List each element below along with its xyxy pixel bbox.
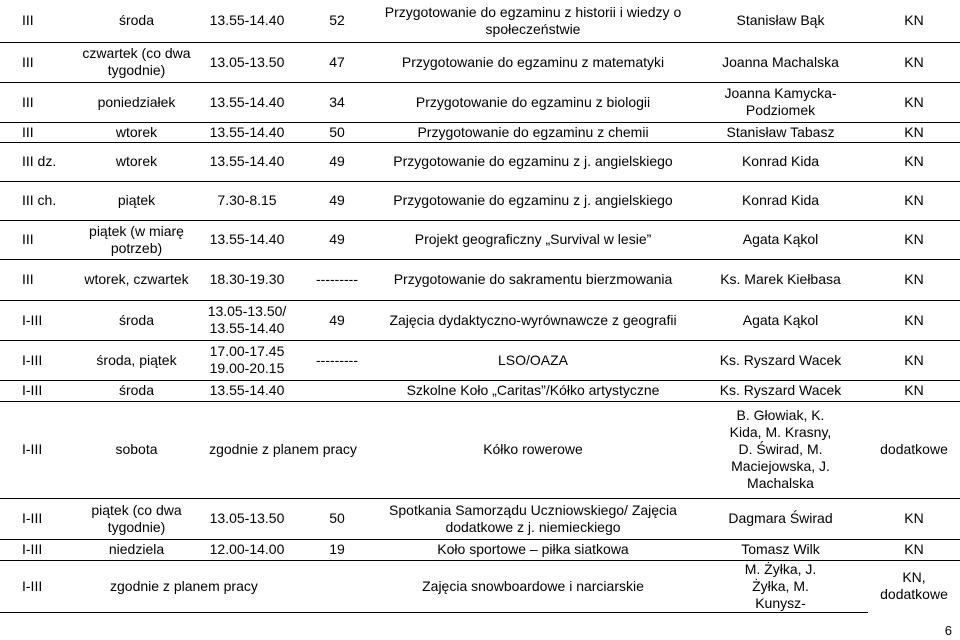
- title-cell: Przygotowanie do egzaminu z historii i wiedzy o społeczeństwie: [373, 0, 693, 42]
- day-cell: sobota: [80, 401, 193, 498]
- table-row: [0, 82, 960, 122]
- title-cell: Zajęcia snowboardowe i narciarskie: [373, 560, 693, 612]
- teacher-cell: Ks. Marek Kiełbasa: [693, 259, 868, 300]
- room-cell: ---------: [301, 259, 373, 300]
- day-cell: wtorek: [80, 142, 193, 181]
- room-cell: 34: [301, 82, 373, 122]
- time-cell: 17.00-17.45 19.00-20.15: [193, 340, 301, 380]
- class-cell: III dz.: [0, 142, 80, 181]
- teacher-cell: Joanna Machalska: [693, 42, 868, 82]
- teacher-cell: Agata Kąkol: [693, 220, 868, 259]
- title-cell: Przygotowanie do egzaminu z chemii: [373, 122, 693, 142]
- table-row: [0, 142, 960, 181]
- table-row: [0, 42, 960, 82]
- code-cell: dodatkowe: [868, 401, 960, 498]
- class-cell: I-III: [0, 401, 80, 498]
- class-cell: I-III: [0, 539, 80, 560]
- teacher-cell: B. Głowiak, K. Kida, M. Krasny, D. Świrad, M. Maciejowska, J. Machalska: [693, 401, 868, 498]
- day-cell: niedziela: [80, 539, 193, 560]
- table-row: [0, 498, 960, 539]
- code-cell: KN: [868, 300, 960, 340]
- room-cell: 49: [301, 142, 373, 181]
- room-cell: [301, 380, 373, 401]
- title-cell: Koło sportowe – piłka siatkowa: [373, 539, 693, 560]
- teacher-cell: Ks. Ryszard Wacek: [693, 340, 868, 380]
- day-cell: środa, piątek: [80, 340, 193, 380]
- room-cell: 49: [301, 300, 373, 340]
- time-cell: 13.05-13.50: [193, 42, 301, 82]
- room-cell: 19: [301, 539, 373, 560]
- code-cell: KN, dodatkowe: [880, 569, 948, 603]
- teacher-cell: M. Żyłka, J. Żyłka, M. Kunysz-: [693, 560, 868, 612]
- class-cell: III: [0, 259, 80, 300]
- title-cell: Przygotowanie do egzaminu z matematyki: [373, 42, 693, 82]
- time-cell: 13.05-13.50: [193, 498, 301, 539]
- table-row: [0, 259, 960, 300]
- table-row: [0, 401, 960, 498]
- time-cell: 7.30-8.15: [193, 181, 301, 220]
- class-cell: I-III: [0, 340, 80, 380]
- code-cell: KN: [868, 82, 960, 122]
- day-cell: piątek (co dwa tygodnie): [80, 498, 193, 539]
- teacher-cell: Stanisław Bąk: [693, 0, 868, 42]
- code-cell: KN: [868, 259, 960, 300]
- time-cell: 13.05-13.50/ 13.55-14.40: [193, 300, 301, 340]
- teacher-cell: Konrad Kida: [693, 142, 868, 181]
- teacher-cell: Agata Kąkol: [693, 300, 868, 340]
- time-cell: 13.55-14.40: [193, 220, 301, 259]
- page-number: 6: [944, 623, 952, 638]
- time-cell: 13.55-14.40: [193, 0, 301, 42]
- teacher-cell: Tomasz Wilk: [693, 539, 868, 560]
- table-row: [0, 220, 960, 259]
- code-cell: KN: [868, 498, 960, 539]
- time-cell: 13.55-14.40: [193, 122, 301, 142]
- teacher-cell: Dagmara Świrad: [693, 498, 868, 539]
- title-cell: Spotkania Samorządu Uczniowskiego/ Zajęcia dodatkowe z j. niemieckiego: [373, 498, 693, 539]
- class-cell: I-III: [0, 498, 80, 539]
- table-row: [0, 539, 960, 560]
- code-cell: KN: [868, 0, 960, 42]
- teacher-cell: Konrad Kida: [693, 181, 868, 220]
- day-cell: czwartek (co dwa tygodnie): [80, 42, 193, 82]
- time-cell: 13.55-14.40: [193, 82, 301, 122]
- code-cell: KN: [868, 539, 960, 560]
- room-cell: ---------: [301, 340, 373, 380]
- time-cell: 13.55-14.40: [193, 142, 301, 181]
- day-cell: wtorek: [80, 122, 193, 142]
- code-cell: KN: [868, 142, 960, 181]
- day-cell: środa: [80, 0, 193, 42]
- table-row: [0, 181, 960, 220]
- time-cell: zgodnie z planem pracy: [193, 401, 373, 498]
- table-row: [0, 380, 960, 401]
- title-cell: Przygotowanie do sakramentu bierzmowania: [373, 259, 693, 300]
- teacher-cell: Stanisław Tabasz: [693, 122, 868, 142]
- teacher-cell: Joanna Kamycka-Podziomek: [693, 82, 868, 122]
- table-row: [0, 122, 960, 142]
- title-cell: Przygotowanie do egzaminu z j. angielskiego: [373, 181, 693, 220]
- class-cell: III: [0, 82, 80, 122]
- room-cell: 50: [301, 498, 373, 539]
- code-cell: KN: [868, 122, 960, 142]
- code-cell: KN: [868, 340, 960, 380]
- class-cell: III: [0, 122, 80, 142]
- title-cell: Zajęcia dydaktyczno-wyrównawcze z geografii: [373, 300, 693, 340]
- room-cell: 49: [301, 220, 373, 259]
- title-cell: Przygotowanie do egzaminu z biologii: [373, 82, 693, 122]
- code-cell: KN: [868, 220, 960, 259]
- day-cell: piątek: [80, 181, 193, 220]
- room-cell: 52: [301, 0, 373, 42]
- day-cell: zgodnie z planem pracy: [80, 560, 373, 612]
- class-cell: III ch.: [0, 181, 80, 220]
- class-cell: III: [0, 0, 80, 42]
- room-cell: 49: [301, 181, 373, 220]
- day-cell: środa: [80, 300, 193, 340]
- title-cell: LSO/OAZA: [373, 340, 693, 380]
- day-cell: poniedziałek: [80, 82, 193, 122]
- title-cell: Szkolne Koło „Caritas”/Kółko artystyczne: [373, 380, 693, 401]
- table-row: [0, 340, 960, 380]
- time-cell: 12.00-14.00: [193, 539, 301, 560]
- title-cell: Kółko rowerowe: [373, 401, 693, 498]
- teacher-cell: Ks. Ryszard Wacek: [693, 380, 868, 401]
- room-cell: 50: [301, 122, 373, 142]
- class-cell: III: [0, 42, 80, 82]
- time-cell: 13.55-14.40: [193, 380, 301, 401]
- code-cell: KN: [868, 42, 960, 82]
- class-cell: III: [0, 220, 80, 259]
- day-cell: środa: [80, 380, 193, 401]
- class-cell: I-III: [0, 380, 80, 401]
- table-row: [0, 300, 960, 340]
- table-row: [0, 560, 960, 612]
- title-cell: Przygotowanie do egzaminu z j. angielskiego: [373, 142, 693, 181]
- class-cell: I-III: [0, 300, 80, 340]
- table-row: [0, 0, 960, 42]
- room-cell: 47: [301, 42, 373, 82]
- code-cell: KN: [868, 380, 960, 401]
- code-cell: KN: [868, 181, 960, 220]
- class-cell: I-III: [0, 560, 80, 612]
- day-cell: wtorek, czwartek: [80, 259, 193, 300]
- title-cell: Projekt geograficzny „Survival w lesie”: [373, 220, 693, 259]
- time-cell: 18.30-19.30: [193, 259, 301, 300]
- day-cell: piątek (w miarę potrzeb): [80, 220, 193, 259]
